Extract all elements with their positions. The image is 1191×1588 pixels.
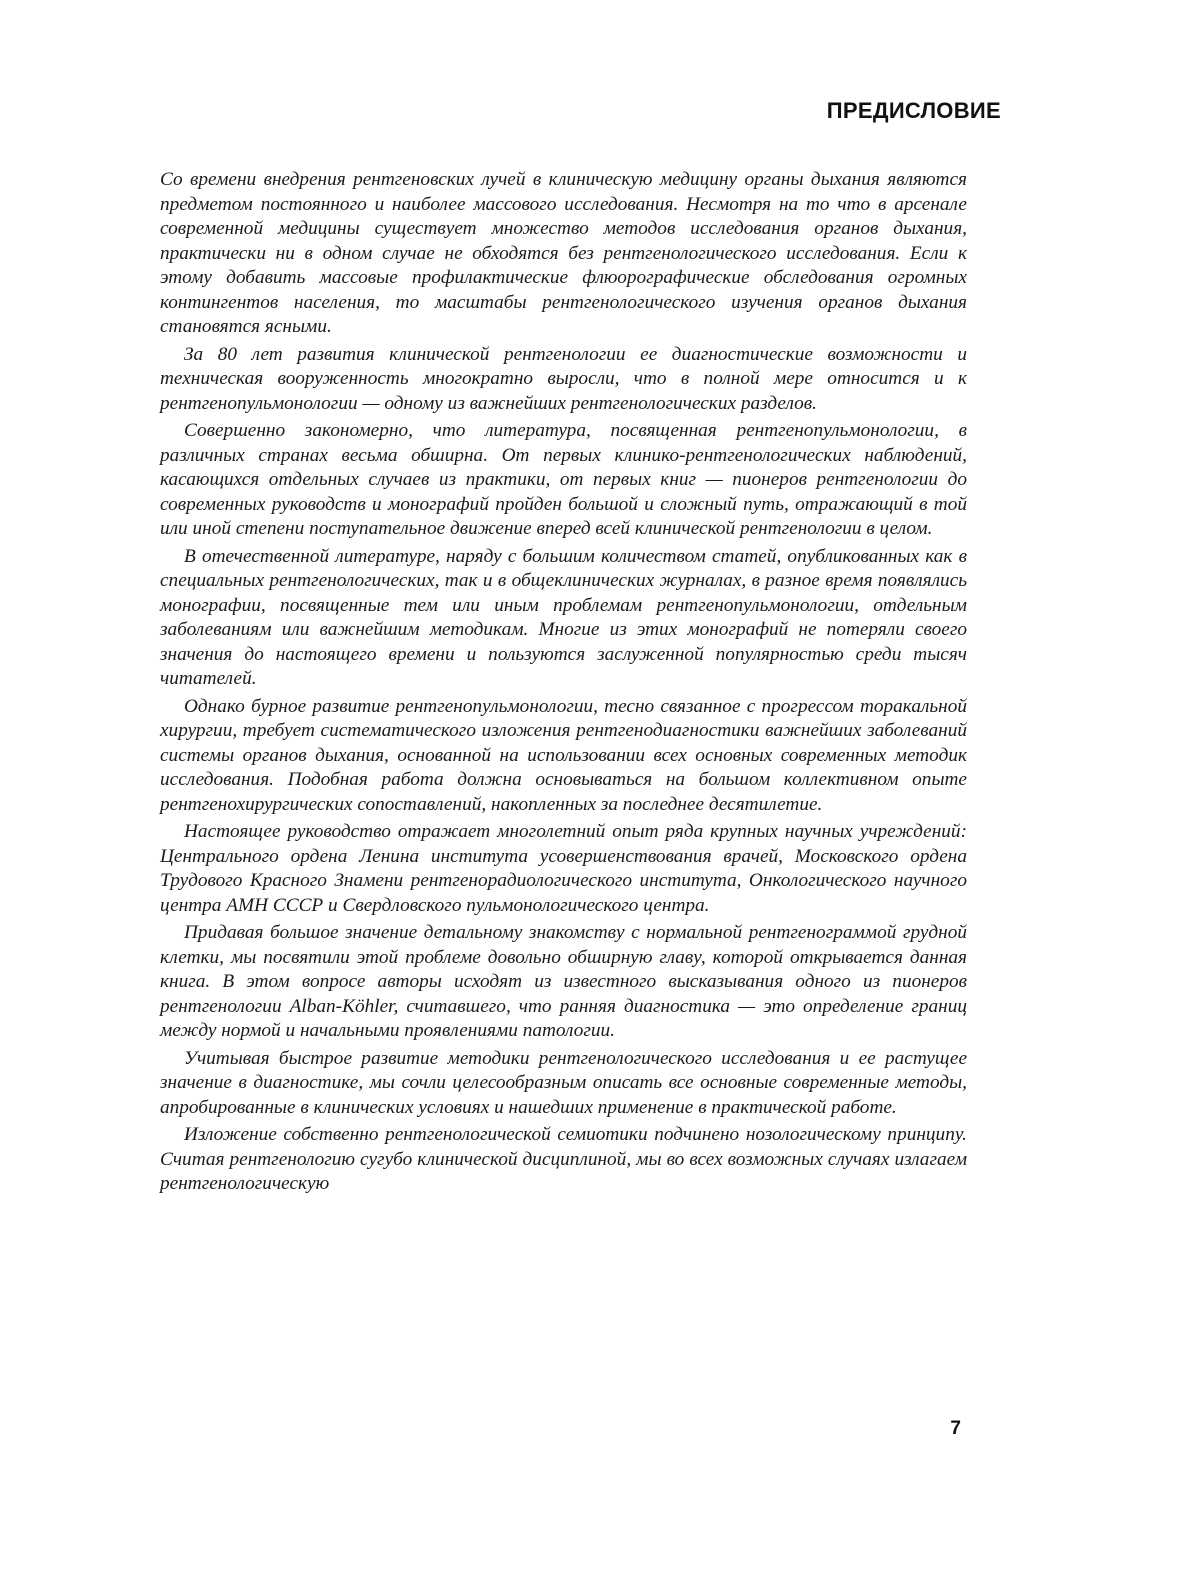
paragraph-1: Со времени внедрения рентгеновских лучей в клиническую медицину органы дыхания являются предметом постоянного и наиболее массового исследования. Несмотря на то что в арсенале современной медицины существует множество методов исследования органов дыхания, практически ни в одном случае не обходятся без рентгенологического исследования. Если к этому добавить массовые профилактические флюорографические обследования огромных контингентов населения, то масштабы рентгенологического изучения органов дыхания становятся ясными.: [160, 169, 967, 337]
page-number: 7: [950, 1418, 961, 1439]
preface-body: [160, 168, 967, 1200]
paragraph-6: Настоящее руководство отражает многолетний опыт ряда крупных научных учреждений: Центрального ордена Ленина института усовершенствования врачей, Московского ордена Трудового Красного Знамени рентгенорадиологического института, Онкологического научного центра АМН СССР и Свердловского пульмонологического центра.: [160, 821, 967, 916]
paragraph-5: Однако бурное развитие рентгенопульмонологии, тесно связанное с прогрессом торакальной хирургии, требует систематического изложения рентгенодиагностики важнейших заболеваний системы органов дыхания, основанной на использовании всех основных современных методик исследования. Подобная работа должна основываться на большом коллективном опыте рентгенохирургических сопоставлений, накопленных за последнее десятилетие.: [160, 695, 967, 815]
paragraph-8: Учитывая быстрое развитие методики рентгенологического исследования и ее растущее значение в диагностике, мы сочли целесообразным описать все основные современные методы, апробированные в клинических условиях и нашедших применение в практической работе.: [160, 1047, 967, 1118]
paragraph-3: Совершенно закономерно, что литература, посвященная рентгенопульмонологии, в различных странах весьма обширна. От первых клинико-рентгенологических наблюдений, касающихся отдельных случаев из практики, от первых книг — пионеров рентгенологии до современных руководств и монографий пройден большой и сложный путь, отражающий в той или иной степени поступательное движение вперед всей клинической рентгенологии в целом.: [160, 420, 967, 539]
paragraph-2: За 80 лет развития клинической рентгенологии ее диагностические возможности и техническая вооруженность многократно выросли, что в полной мере относится и к рентгенопульмонологии — одному из важнейших рентгенологических разделов.: [160, 343, 967, 414]
page-heading: ПРЕДИСЛОВИЕ: [826, 98, 1001, 123]
paragraph-7: Придавая большое значение детальному знакомству с нормальной рентгенограммой грудной клетки, мы посвятили этой проблеме довольно обширную главу, которой открывается данная книга. В этом вопросе авторы исходят из известного высказывания одного из пионеров рентгенологии Alban-Köhler, считавшего, что ранняя диагностика — это определение границ между нормой и начальными проявлениями патологии.: [160, 922, 967, 1041]
paragraph-9: Изложение собственно рентгенологической семиотики подчинено нозологическому принципу. Считая рентгенологию сугубо клинической дисциплиной, мы во всех возможных случаях излагаем рентгенологическую: [160, 1124, 967, 1194]
paragraph-4: В отечественной литературе, наряду с большим количеством статей, опубликованных как в специальных рентгенологических, так и в общеклинических журналах, в разное время появлялись монографии, посвященные тем или иным проблемам рентгенопульмонологии, отдельным заболеваниям или важнейшим методикам. Многие из этих монографий не потеряли своего значения до настоящего времени и пользуются заслуженной популярностью среди тысяч читателей.: [160, 545, 967, 689]
